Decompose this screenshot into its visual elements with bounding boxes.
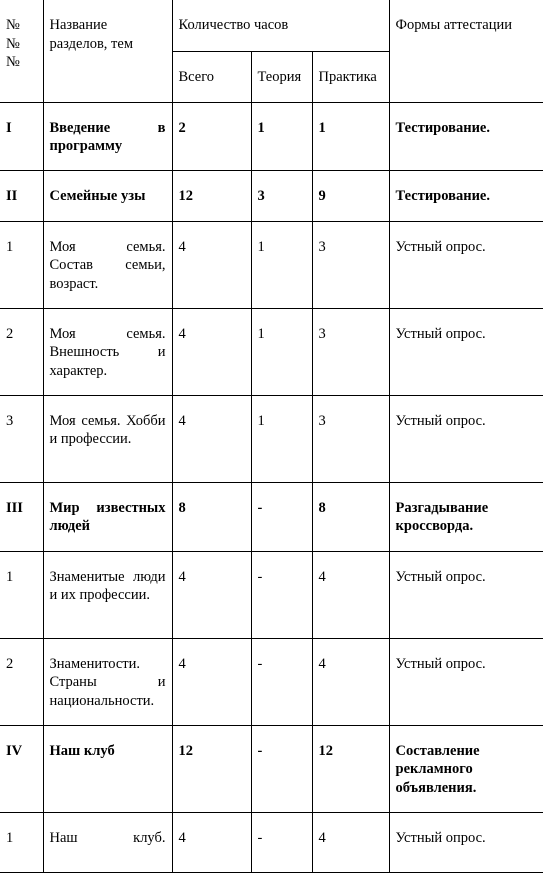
row-form: Устный опрос. [389,395,543,482]
row-number: 1 [0,221,43,308]
row-total: 4 [172,638,251,725]
row-form: Устный опрос. [389,812,543,872]
row-number: II [0,170,43,221]
header-total: Всего [172,51,251,102]
header-number-line-1: № [6,17,20,33]
row-total: 12 [172,170,251,221]
row-form: Тестирование. [389,102,543,170]
row-form: Разгадывание кроссворда. [389,482,543,551]
row-name: Моя семья. Хобби и профессии. [43,395,172,482]
table-row [0,221,543,308]
row-theory: - [251,638,312,725]
row-name: Моя семья. Внешность и характер. [43,308,172,395]
header-hours: Количество часов [172,0,389,51]
header-practice: Практика [312,51,389,102]
row-total: 4 [172,551,251,638]
row-number: 2 [0,308,43,395]
row-theory: - [251,482,312,551]
row-total: 4 [172,308,251,395]
row-number: I [0,102,43,170]
table-row [0,308,543,395]
row-total: 2 [172,102,251,170]
row-theory: - [251,551,312,638]
row-practice: 4 [312,812,389,872]
row-practice: 8 [312,482,389,551]
table-row [0,812,543,872]
row-practice: 3 [312,308,389,395]
row-name: Наш клуб. [43,812,172,872]
header-number [0,0,43,102]
row-form: Составление рекламного объявления. [389,725,543,812]
row-practice: 1 [312,102,389,170]
table-row [0,725,543,812]
row-practice: 4 [312,551,389,638]
row-number: 2 [0,638,43,725]
row-practice: 9 [312,170,389,221]
row-name: Мир известных людей [43,482,172,551]
table-row [0,170,543,221]
row-number: 1 [0,812,43,872]
row-number: IV [0,725,43,812]
table-row [0,395,543,482]
row-name: Семейные узы [43,170,172,221]
row-theory: 1 [251,102,312,170]
row-form: Устный опрос. [389,308,543,395]
row-practice: 3 [312,221,389,308]
row-theory: 1 [251,221,312,308]
row-theory: 1 [251,395,312,482]
row-theory: - [251,725,312,812]
row-theory: 3 [251,170,312,221]
header-theory: Теория [251,51,312,102]
header-number-line-2: № [6,35,20,52]
header-attestation: Формы аттестации [389,0,543,102]
header-section-name: Название разделов, тем [43,0,172,102]
row-total: 8 [172,482,251,551]
row-form: Устный опрос. [389,551,543,638]
table-row [0,551,543,638]
row-form: Тестирование. [389,170,543,221]
row-total: 4 [172,395,251,482]
row-name: Знаменитые люди и их профессии. [43,551,172,638]
table-row [0,638,543,725]
row-practice: 3 [312,395,389,482]
row-name: Наш клуб [43,725,172,812]
header-number-line-3: № [6,54,20,70]
row-number: III [0,482,43,551]
row-total: 4 [172,812,251,872]
row-theory: 1 [251,308,312,395]
table-row [0,102,543,170]
row-practice: 4 [312,638,389,725]
row-practice: 12 [312,725,389,812]
row-form: Устный опрос. [389,221,543,308]
row-theory: - [251,812,312,872]
table-row [0,482,543,551]
row-number: 3 [0,395,43,482]
row-number: 1 [0,551,43,638]
row-form: Устный опрос. [389,638,543,725]
row-name: Моя семья. Состав семьи, возраст. [43,221,172,308]
row-name: Знаменитости. Страны и национальности. [43,638,172,725]
row-total: 12 [172,725,251,812]
row-total: 4 [172,221,251,308]
row-name: Введение в программу [43,102,172,170]
